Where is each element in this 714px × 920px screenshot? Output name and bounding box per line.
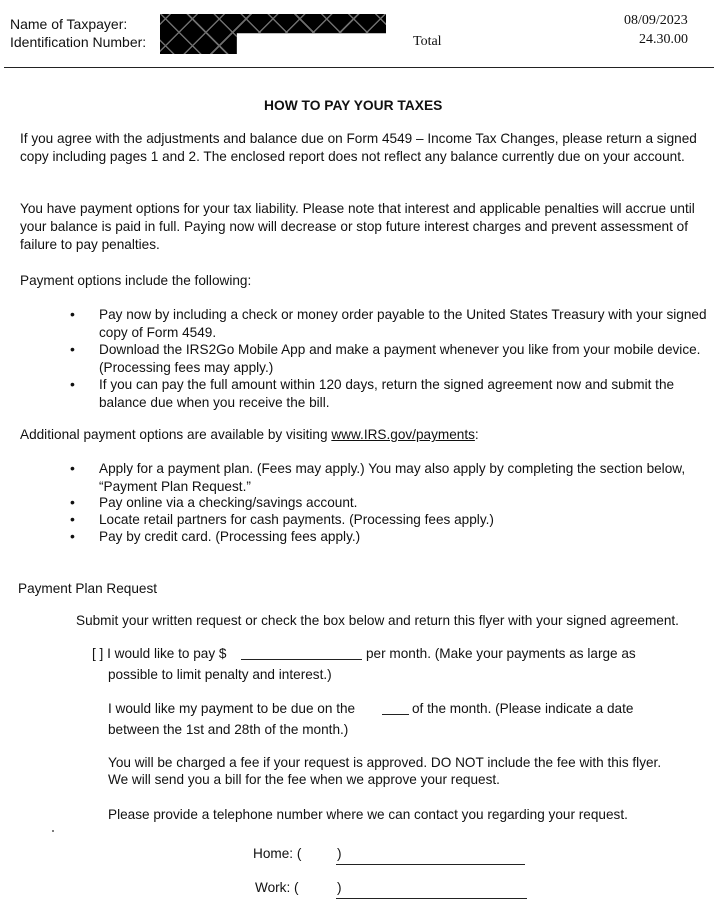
pay-amount-note: possible to limit penalty and interest.) [108, 667, 332, 682]
payment-plan-instructions: Submit your written request or check the box below and return this flyer with your signed agreement. [76, 613, 679, 628]
irs-payments-link[interactable]: www.IRS.gov/payments [331, 427, 475, 442]
due-day-field[interactable] [382, 714, 409, 715]
payment-plan-heading: Payment Plan Request [18, 581, 158, 596]
redaction-box [160, 14, 386, 54]
bullet-marker: • [70, 528, 75, 544]
home-phone-field[interactable] [336, 864, 525, 865]
header-divider [4, 67, 714, 68]
total-amount: 24.30.00 [639, 32, 688, 47]
work-phone-field[interactable] [336, 898, 527, 899]
page-title: HOW TO PAY YOUR TAXES [264, 98, 443, 113]
scan-speck [52, 830, 54, 832]
list-item: Download the IRS2Go Mobile App and make a payment whenever you like from your mobile device. (Processing fees may apply.) [99, 342, 701, 375]
notice-date: 08/09/2023 [624, 13, 688, 28]
bullet-marker: • [70, 460, 75, 476]
payment-options-lead: Payment options include the following: [20, 273, 252, 288]
list-item: Locate retail partners for cash payments. (Processing fees apply.) [99, 512, 494, 527]
bullet-marker: • [70, 306, 75, 322]
fee-notice: You will be charged a fee if your request is approved. DO NOT include the fee with this flyer. [108, 755, 662, 770]
bullet-marker: • [70, 376, 75, 392]
due-date-label: I would like my payment to be due on the [108, 701, 356, 716]
taxpayer-name-label: Name of Taxpayer: [10, 16, 128, 32]
total-label: Total [413, 34, 442, 49]
additional-options-colon: : [474, 427, 479, 442]
work-phone-paren: ) [337, 880, 342, 895]
home-phone-paren: ) [337, 846, 342, 861]
home-phone-label: Home: ( [253, 846, 302, 861]
fee-billing-note: We will send you a bill for the fee when we approve your request. [108, 772, 500, 787]
intro-paragraph-1: If you agree with the adjustments and balance due on Form 4549 – Income Tax Changes, please return a signed copy including pages 1 and 2. The enclosed report does not reflect any balance currently due on your account. [20, 131, 697, 164]
due-date-suffix: of the month. (Please indicate a date [412, 701, 634, 716]
additional-options-text: Additional payment options are available by visiting [20, 427, 332, 442]
list-item: Apply for a payment plan. (Fees may apply.) You may also apply by completing the section below, “Payment Plan Request.” [99, 461, 686, 494]
phone-request: Please provide a telephone number where we can contact you regarding your request. [108, 807, 628, 822]
list-item: Pay by credit card. (Processing fees apply.) [99, 529, 361, 544]
list-item: Pay online via a checking/savings account. [99, 495, 358, 510]
bullet-marker: • [70, 511, 75, 527]
identification-number-label: Identification Number: [10, 34, 147, 50]
intro-paragraph-2: You have payment options for your tax liability. Please note that interest and applicable penalties will accrue until your balance is paid in full. Paying now will decrease or stop future interest charges and prevent assessment of failure to pay penalties. [20, 201, 695, 252]
list-item: If you can pay the full amount within 120 days, return the signed agreement now and submit the balance due when you receive the bill. [99, 377, 675, 410]
pay-amount-suffix: per month. (Make your payments as large as [366, 646, 636, 661]
bullet-marker: • [70, 494, 75, 510]
due-date-note: between the 1st and 28th of the month.) [108, 722, 349, 737]
pay-amount-checkbox-label[interactable]: [ ] I would like to pay $ [92, 646, 227, 661]
list-item: Pay now by including a check or money order payable to the United States Treasury with your signed copy of Form 4549. [99, 307, 707, 340]
work-phone-label: Work: ( [255, 880, 299, 895]
bullet-marker: • [70, 341, 75, 357]
additional-options-lead [20, 426, 479, 443]
monthly-amount-field[interactable] [241, 659, 362, 660]
